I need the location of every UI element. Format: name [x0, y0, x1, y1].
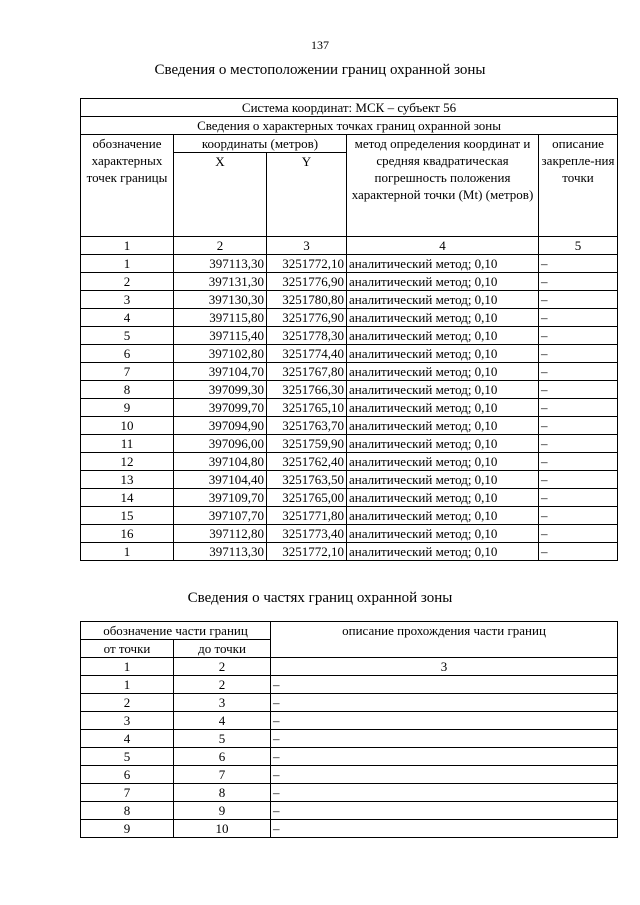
part-description-cell: –: [271, 730, 618, 748]
table-row: [81, 712, 618, 730]
x-coordinate-cell: 397115,80: [174, 309, 267, 327]
method-cell: аналитический метод; 0,10: [347, 363, 539, 381]
part-description-cell: –: [271, 766, 618, 784]
y-column-header: Y: [267, 153, 347, 237]
from-point-cell: 8: [81, 802, 174, 820]
point-number-cell: 12: [81, 453, 174, 471]
y-coordinate-cell: 3251776,90: [267, 309, 347, 327]
x-coordinate-cell: 397113,30: [174, 255, 267, 273]
point-number-cell: 13: [81, 471, 174, 489]
part-description-header: описание прохождения части границ: [271, 622, 618, 658]
x-coordinate-cell: 397094,90: [174, 417, 267, 435]
fixing-cell: –: [539, 471, 618, 489]
table-row: [81, 345, 618, 363]
part-description-cell: –: [271, 712, 618, 730]
table-row: [81, 543, 618, 561]
column-number: 5: [539, 237, 618, 255]
point-number-cell: 10: [81, 417, 174, 435]
to-point-cell: 7: [174, 766, 271, 784]
y-coordinate-cell: 3251765,00: [267, 489, 347, 507]
designation-column-header: обозначение характерных точек границы: [81, 135, 174, 237]
part-description-cell: –: [271, 784, 618, 802]
fixing-column-header: описание закрепле-ния точки: [539, 135, 618, 237]
from-point-header: от точки: [81, 640, 174, 658]
y-coordinate-cell: 3251763,70: [267, 417, 347, 435]
fixing-cell: –: [539, 435, 618, 453]
x-column-header: X: [174, 153, 267, 237]
boundary-parts-table: [80, 621, 618, 838]
column-number: 1: [81, 658, 174, 676]
x-coordinate-cell: 397112,80: [174, 525, 267, 543]
method-cell: аналитический метод; 0,10: [347, 489, 539, 507]
table-row: [81, 784, 618, 802]
x-coordinate-cell: 397096,00: [174, 435, 267, 453]
point-number-cell: 8: [81, 381, 174, 399]
x-coordinate-cell: 397131,30: [174, 273, 267, 291]
boundary-points-table: [80, 98, 618, 561]
from-point-cell: 2: [81, 694, 174, 712]
fixing-cell: –: [539, 273, 618, 291]
fixing-cell: –: [539, 507, 618, 525]
x-coordinate-cell: 397113,30: [174, 543, 267, 561]
part-designation-header: обозначение части границ: [81, 622, 271, 640]
table-row: [81, 273, 618, 291]
method-cell: аналитический метод; 0,10: [347, 471, 539, 489]
y-coordinate-cell: 3251773,40: [267, 525, 347, 543]
from-point-cell: 6: [81, 766, 174, 784]
x-coordinate-cell: 397115,40: [174, 327, 267, 345]
y-coordinate-cell: 3251759,90: [267, 435, 347, 453]
part-description-cell: –: [271, 676, 618, 694]
method-cell: аналитический метод; 0,10: [347, 327, 539, 345]
point-number-cell: 11: [81, 435, 174, 453]
parts-section-title: Сведения о частях границ охранной зоны: [187, 590, 453, 606]
part-description-cell: –: [271, 694, 618, 712]
method-cell: аналитический метод; 0,10: [347, 435, 539, 453]
fixing-cell: –: [539, 255, 618, 273]
x-coordinate-cell: 397099,70: [174, 399, 267, 417]
fixing-cell: –: [539, 417, 618, 435]
table-row: [81, 417, 618, 435]
table-row: [81, 507, 618, 525]
method-cell: аналитический метод; 0,10: [347, 309, 539, 327]
to-point-cell: 6: [174, 748, 271, 766]
method-cell: аналитический метод; 0,10: [347, 255, 539, 273]
fixing-cell: –: [539, 381, 618, 399]
fixing-cell: –: [539, 489, 618, 507]
from-point-cell: 9: [81, 820, 174, 838]
method-cell: аналитический метод; 0,10: [347, 417, 539, 435]
x-coordinate-cell: 397104,80: [174, 453, 267, 471]
table-row: [81, 399, 618, 417]
method-cell: аналитический метод; 0,10: [347, 345, 539, 363]
table-row: [81, 525, 618, 543]
method-cell: аналитический метод; 0,10: [347, 291, 539, 309]
method-cell: аналитический метод; 0,10: [347, 507, 539, 525]
x-coordinate-cell: 397130,30: [174, 291, 267, 309]
page-number: 137: [311, 38, 329, 52]
table-row: [81, 766, 618, 784]
to-point-header: до точки: [174, 640, 271, 658]
point-number-cell: 1: [81, 543, 174, 561]
x-coordinate-cell: 397099,30: [174, 381, 267, 399]
point-number-cell: 6: [81, 345, 174, 363]
column-number: 2: [174, 658, 271, 676]
fixing-cell: –: [539, 327, 618, 345]
table-row: [81, 489, 618, 507]
to-point-cell: 8: [174, 784, 271, 802]
table-row: [81, 453, 618, 471]
y-coordinate-cell: 3251762,40: [267, 453, 347, 471]
part-description-cell: –: [271, 802, 618, 820]
method-cell: аналитический метод; 0,10: [347, 273, 539, 291]
method-cell: аналитический метод; 0,10: [347, 525, 539, 543]
fixing-cell: –: [539, 453, 618, 471]
point-number-cell: 1: [81, 255, 174, 273]
table-row: [81, 694, 618, 712]
to-point-cell: 5: [174, 730, 271, 748]
from-point-cell: 3: [81, 712, 174, 730]
from-point-cell: 7: [81, 784, 174, 802]
to-point-cell: 4: [174, 712, 271, 730]
to-point-cell: 10: [174, 820, 271, 838]
x-coordinate-cell: 397104,40: [174, 471, 267, 489]
coordinate-system-header: Система координат: МСК – субъект 56: [81, 99, 618, 117]
fixing-cell: –: [539, 363, 618, 381]
y-coordinate-cell: 3251766,30: [267, 381, 347, 399]
table-row: [81, 435, 618, 453]
column-number: 3: [271, 658, 618, 676]
table-row: [81, 748, 618, 766]
from-point-cell: 5: [81, 748, 174, 766]
table-row: [81, 820, 618, 838]
from-point-cell: 1: [81, 676, 174, 694]
table-row: [81, 730, 618, 748]
x-coordinate-cell: 397102,80: [174, 345, 267, 363]
y-coordinate-cell: 3251767,80: [267, 363, 347, 381]
column-number: 3: [267, 237, 347, 255]
column-number: 1: [81, 237, 174, 255]
column-number: 2: [174, 237, 267, 255]
method-cell: аналитический метод; 0,10: [347, 543, 539, 561]
point-number-cell: 15: [81, 507, 174, 525]
from-point-cell: 4: [81, 730, 174, 748]
column-number: 4: [347, 237, 539, 255]
to-point-cell: 2: [174, 676, 271, 694]
y-coordinate-cell: 3251774,40: [267, 345, 347, 363]
coordinates-column-header: координаты (метров): [174, 135, 347, 153]
table-row: [81, 381, 618, 399]
method-column-header: метод определения координат и средняя квадратическая погрешность положения характерной точки (Mt) (метров): [347, 135, 539, 237]
y-coordinate-cell: 3251776,90: [267, 273, 347, 291]
to-point-cell: 3: [174, 694, 271, 712]
to-point-cell: 9: [174, 802, 271, 820]
table-row: [81, 327, 618, 345]
table-row: [81, 471, 618, 489]
y-coordinate-cell: 3251780,80: [267, 291, 347, 309]
part-description-cell: –: [271, 748, 618, 766]
y-coordinate-cell: 3251778,30: [267, 327, 347, 345]
table-row: [81, 255, 618, 273]
table-row: [81, 309, 618, 327]
x-coordinate-cell: 397109,70: [174, 489, 267, 507]
fixing-cell: –: [539, 543, 618, 561]
y-coordinate-cell: 3251772,10: [267, 255, 347, 273]
y-coordinate-cell: 3251772,10: [267, 543, 347, 561]
part-description-cell: –: [271, 820, 618, 838]
method-cell: аналитический метод; 0,10: [347, 399, 539, 417]
fixing-cell: –: [539, 345, 618, 363]
fixing-cell: –: [539, 309, 618, 327]
point-number-cell: 9: [81, 399, 174, 417]
point-number-cell: 14: [81, 489, 174, 507]
table-row: [81, 676, 618, 694]
fixing-cell: –: [539, 399, 618, 417]
table-row: [81, 363, 618, 381]
point-number-cell: 4: [81, 309, 174, 327]
points-info-header: Сведения о характерных точках границ охранной зоны: [81, 117, 618, 135]
point-number-cell: 16: [81, 525, 174, 543]
table-row: [81, 802, 618, 820]
point-number-cell: 3: [81, 291, 174, 309]
method-cell: аналитический метод; 0,10: [347, 381, 539, 399]
x-coordinate-cell: 397104,70: [174, 363, 267, 381]
table-row: [81, 291, 618, 309]
y-coordinate-cell: 3251763,50: [267, 471, 347, 489]
method-cell: аналитический метод; 0,10: [347, 453, 539, 471]
point-number-cell: 5: [81, 327, 174, 345]
page-title: Сведения о местоположении границ охранной зоны: [154, 62, 486, 78]
fixing-cell: –: [539, 291, 618, 309]
point-number-cell: 7: [81, 363, 174, 381]
x-coordinate-cell: 397107,70: [174, 507, 267, 525]
y-coordinate-cell: 3251771,80: [267, 507, 347, 525]
fixing-cell: –: [539, 525, 618, 543]
point-number-cell: 2: [81, 273, 174, 291]
y-coordinate-cell: 3251765,10: [267, 399, 347, 417]
